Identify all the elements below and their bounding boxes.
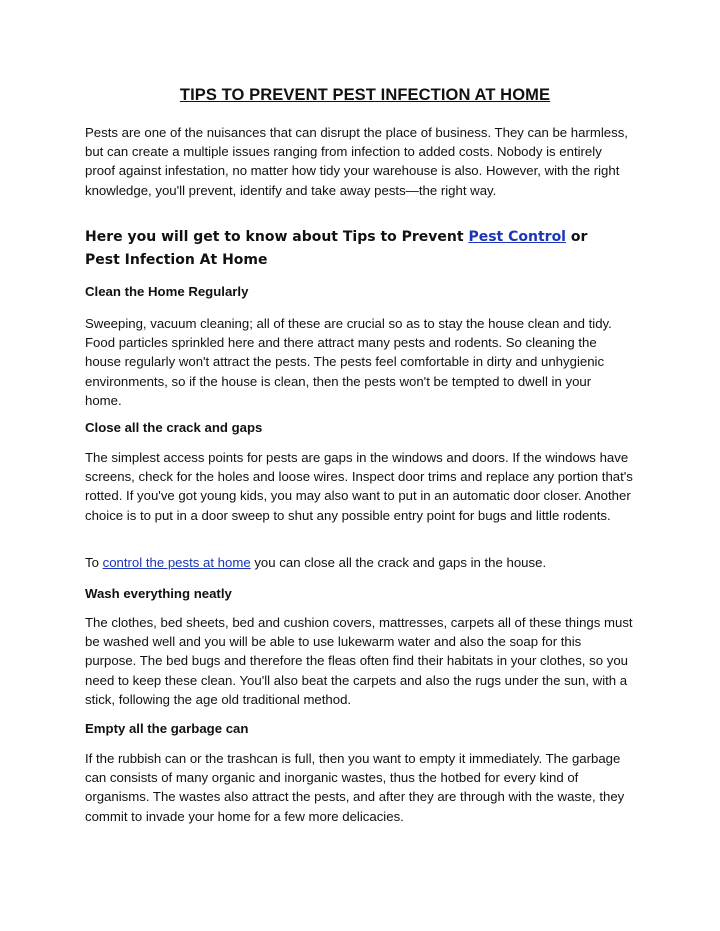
pest-control-link[interactable]: Pest Control [468,229,566,245]
subheading-garbage: Empty all the garbage can [85,721,249,736]
subheading-close-gaps: Close all the crack and gaps [85,420,263,435]
paragraph-control-pests [85,553,635,572]
control-text-before: To [85,555,103,570]
paragraph-wash: The clothes, bed sheets, bed and cushion covers, mattresses, carpets all of these things must be washed well and you will be able to use lukewarm water and also the soap for this purpose. The bed bugs and therefore the fleas often find their habitats in your clothes, so you need to keep these clean. You'll also beat the carpets and also the rugs under the sun, with a stick, following the age old traditional method. [85,615,633,707]
paragraph-close-gaps: The simplest access points for pests are gaps in the windows and doors. If the windows have screens, check for the holes and loose wires. Inspect door trims and replace any portion that's rotted. If you've got young kids, you may also want to put in an automatic door closer. Another choice is to put in a door sweep to shut any possible entry point for bugs and little rodents. [85,450,633,523]
subheading-clean-home: Clean the Home Regularly [85,284,249,299]
subheading-wash: Wash everything neatly [85,586,232,601]
paragraph-garbage: If the rubbish can or the trashcan is full, then you want to empty it immediately. The garbage can consists of many organic and inorganic wastes, thus the hotbed for every kind of organisms. The wastes also attract the pests, and after they are through with the waste, they commit to invade your home for a few more delicacies. [85,751,625,824]
intro-paragraph: Pests are one of the nuisances that can disrupt the place of business. They can be harmless, but can create a multiple issues ranging from infection to added costs. Nobody is entirely proof against infestation, no matter how tidy your warehouse is also. However, with the right knowledge, you'll prevent, identify and take away pests—the right way. [85,125,628,198]
heading-text-after: or Pest Infection At Home [85,229,588,268]
section-heading [85,226,625,272]
page-title: TIPS TO PREVENT PEST INFECTION AT HOME [179,86,551,104]
paragraph-clean-home: Sweeping, vacuum cleaning; all of these are crucial so as to stay the house clean and tidy. Food particles sprinkled here and there attract many pests and rodents. So cleaning the house regularly won't attract the pests. The pests feel comfortable in dirty and unhygienic environments, so if the house is clean, then the pests won't be tempted to dwell in your home. [85,316,612,408]
control-pests-link[interactable]: control the pests at home [102,555,251,570]
heading-text-before: Here you will get to know about Tips to Prevent [85,229,469,245]
control-text-after: you can close all the crack and gaps in the house. [250,555,547,570]
